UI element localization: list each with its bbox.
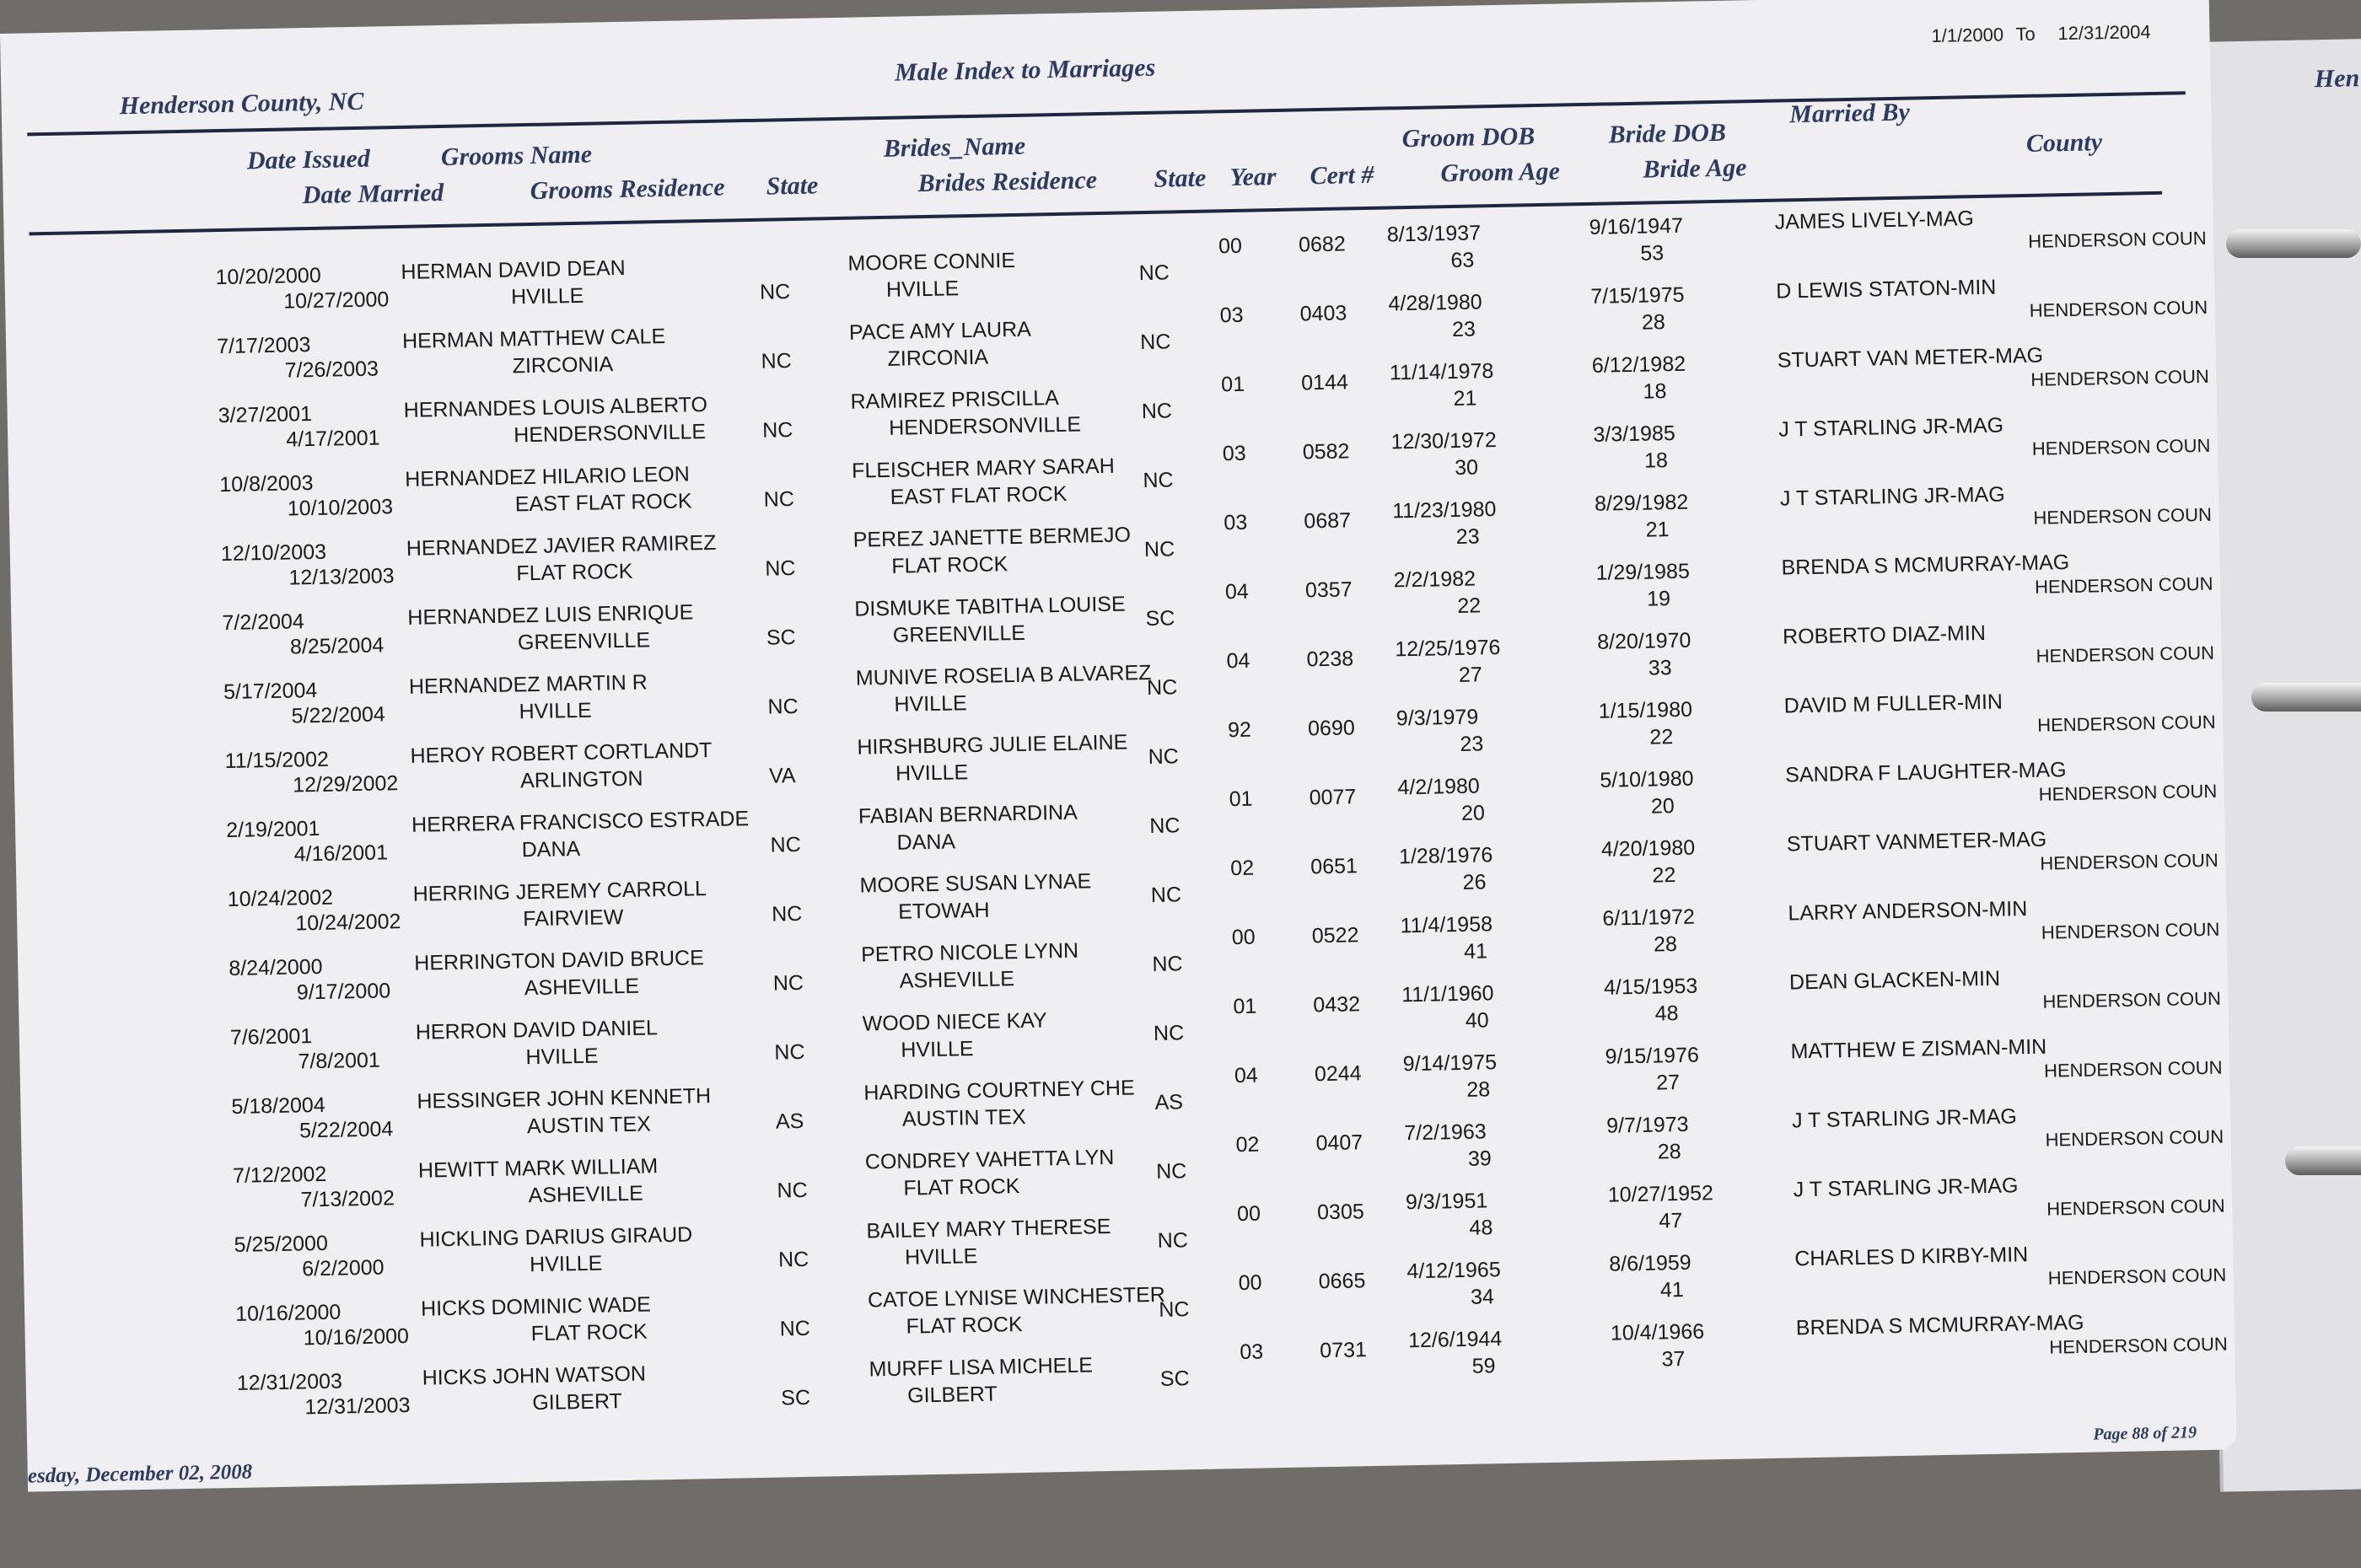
groom-age: 26 xyxy=(1462,870,1487,894)
cert-number: 0582 xyxy=(1302,439,1350,464)
officiant: LARRY ANDERSON-MIN xyxy=(1788,897,2028,926)
county: HENDERSON COUN xyxy=(2036,711,2216,736)
groom-residence: FLAT ROCK xyxy=(516,559,633,586)
groom-state: NC xyxy=(767,694,799,719)
cert-number: 0731 xyxy=(1320,1338,1368,1363)
officiant: BRENDA S MCMURRAY-MAG xyxy=(1795,1310,2084,1340)
year: 00 xyxy=(1236,1201,1261,1227)
date-married: 10/24/2002 xyxy=(295,910,401,936)
date-married: 12/13/2003 xyxy=(288,564,395,590)
date-issued: 8/24/2000 xyxy=(229,954,323,980)
date-married: 6/2/2000 xyxy=(301,1255,385,1281)
groom-dob: 12/30/1972 xyxy=(1390,428,1497,454)
groom-state: NC xyxy=(777,1247,809,1272)
bride-residence: HVILLE xyxy=(901,1037,974,1062)
groom-age: 34 xyxy=(1470,1285,1495,1309)
bride-name: MUNIVE ROSELIA B ALVAREZ xyxy=(855,660,1152,690)
date-issued: 2/19/2001 xyxy=(225,816,320,843)
bride-dob: 10/4/1966 xyxy=(1610,1319,1705,1345)
range-to: To xyxy=(2015,23,2036,46)
year: 04 xyxy=(1234,1063,1259,1088)
groom-name: HERMAN DAVID DEAN xyxy=(401,255,626,284)
groom-state: NC xyxy=(779,1316,811,1341)
bride-state: NC xyxy=(1148,744,1180,770)
officiant: SANDRA F LAUGHTER-MAG xyxy=(1785,758,2067,787)
groom-state: NC xyxy=(759,280,791,304)
groom-age: 23 xyxy=(1460,732,1484,756)
groom-dob: 12/6/1944 xyxy=(1407,1327,1503,1353)
bride-state: NC xyxy=(1153,1021,1185,1045)
bride-state: SC xyxy=(1159,1367,1190,1391)
footer-page: Page 88 of 219 xyxy=(2093,1423,2197,1444)
year: 04 xyxy=(1226,648,1250,674)
bride-state: AS xyxy=(1154,1090,1184,1114)
footer-date: esday, December 02, 2008 xyxy=(27,1460,253,1488)
bride-residence: AUSTIN TEX xyxy=(901,1104,1026,1131)
date-issued: 5/17/2004 xyxy=(223,678,318,705)
groom-dob: 4/2/1980 xyxy=(1397,774,1481,800)
groom-dob: 9/3/1951 xyxy=(1405,1189,1488,1215)
col-cert: Cert # xyxy=(1310,160,1374,191)
groom-dob: 1/28/1976 xyxy=(1398,843,1493,869)
groom-dob: 4/28/1980 xyxy=(1388,290,1482,316)
bride-age: 28 xyxy=(1657,1139,1681,1164)
groom-state: NC xyxy=(771,901,803,926)
bride-residence: ASHEVILLE xyxy=(899,967,1015,993)
groom-residence: DANA xyxy=(521,836,581,862)
bride-age: 19 xyxy=(1646,587,1671,611)
groom-age: 23 xyxy=(1451,317,1476,342)
groom-dob: 11/23/1980 xyxy=(1391,497,1497,524)
groom-name: HERRING JEREMY CARROLL xyxy=(412,877,707,906)
groom-name: HICKLING DARIUS GIRAUD xyxy=(419,1222,693,1252)
groom-state: NC xyxy=(761,349,793,373)
year: 00 xyxy=(1231,925,1256,950)
date-issued: 5/18/2004 xyxy=(231,1093,325,1119)
bride-state: NC xyxy=(1152,952,1183,976)
officiant: MATTHEW E ZISMAN-MIN xyxy=(1790,1034,2047,1064)
groom-residence: ARLINGTON xyxy=(519,766,643,793)
col-grooms-residence: Grooms Residence xyxy=(530,173,725,205)
col-year: Year xyxy=(1229,162,1277,192)
bride-state: NC xyxy=(1138,260,1170,286)
range-start: 1/1/2000 xyxy=(1931,24,2004,47)
cert-number: 0665 xyxy=(1318,1269,1366,1294)
bride-name: FABIAN BERNARDINA xyxy=(858,800,1078,829)
officiant: BRENDA S MCMURRAY-MAG xyxy=(1781,550,2070,580)
county: HENDERSON COUN xyxy=(2033,503,2213,529)
bride-dob: 4/15/1953 xyxy=(1603,974,1698,1000)
bride-name: HARDING COURTNEY CHE xyxy=(863,1076,1135,1105)
date-married: 7/26/2003 xyxy=(284,357,379,383)
year: 00 xyxy=(1238,1270,1262,1296)
year: 04 xyxy=(1224,579,1250,604)
bride-dob: 8/29/1982 xyxy=(1594,490,1689,516)
bride-name: DISMUKE TABITHA LOUISE xyxy=(854,592,1126,621)
cert-number: 0238 xyxy=(1306,647,1354,672)
date-married: 8/25/2004 xyxy=(289,633,385,659)
groom-state: SC xyxy=(780,1385,811,1410)
groom-age: 21 xyxy=(1453,386,1477,411)
cert-number: 0357 xyxy=(1304,577,1353,603)
bride-name: BAILEY MARY THERESE xyxy=(866,1214,1111,1243)
cert-number: 0077 xyxy=(1309,785,1357,810)
officiant: ROBERTO DIAZ-MIN xyxy=(1782,620,1987,649)
groom-state: NC xyxy=(761,418,793,443)
range-end: 12/31/2004 xyxy=(2057,21,2151,45)
bride-state: NC xyxy=(1159,1297,1190,1322)
groom-residence: FLAT ROCK xyxy=(530,1319,648,1346)
groom-state: AS xyxy=(775,1109,804,1134)
groom-name: HERRERA FRANCISCO ESTRADE xyxy=(411,807,750,837)
bride-residence: HENDERSONVILLE xyxy=(888,412,1082,440)
county: HENDERSON COUN xyxy=(2027,227,2207,252)
groom-name: HERNANDEZ LUIS ENRIQUE xyxy=(407,600,694,630)
bride-residence: ZIRCONIA xyxy=(887,345,989,371)
groom-residence: GILBERT xyxy=(532,1389,623,1415)
groom-state: NC xyxy=(772,970,804,996)
cert-number: 0403 xyxy=(1299,301,1347,326)
county: HENDERSON COUN xyxy=(2042,987,2222,1012)
officiant: J T STARLING JR-MAG xyxy=(1779,482,2005,511)
officiant: JAMES LIVELY-MAG xyxy=(1774,207,1975,234)
bride-age: 21 xyxy=(1645,518,1670,542)
groom-age: 48 xyxy=(1469,1216,1493,1240)
col-bride-state: State xyxy=(1154,164,1207,193)
year: 03 xyxy=(1219,303,1244,328)
officiant: D LEWIS STATON-MIN xyxy=(1775,275,1997,303)
year: 02 xyxy=(1235,1132,1260,1157)
bride-dob: 6/11/1972 xyxy=(1602,905,1696,931)
groom-residence: HVILLE xyxy=(510,283,584,309)
bride-dob: 7/15/1975 xyxy=(1590,282,1685,309)
bride-state: NC xyxy=(1155,1159,1187,1184)
county: HENDERSON COUN xyxy=(2031,434,2211,459)
county: HENDERSON COUN xyxy=(2047,1264,2227,1289)
groom-residence: AUSTIN TEX xyxy=(526,1112,652,1139)
groom-dob: 11/4/1958 xyxy=(1400,912,1493,938)
bride-name: HIRSHBURG JULIE ELAINE xyxy=(857,730,1128,760)
bride-dob: 1/29/1985 xyxy=(1595,559,1691,585)
county: HENDERSON COUN xyxy=(2040,849,2219,874)
bride-name: PEREZ JANETTE BERMEJO xyxy=(852,523,1132,552)
bride-residence: FLAT ROCK xyxy=(891,552,1008,578)
groom-state: NC xyxy=(765,556,796,581)
date-married: 7/13/2002 xyxy=(300,1186,395,1212)
groom-residence: HVILLE xyxy=(529,1251,603,1277)
date-married: 12/31/2003 xyxy=(304,1393,411,1420)
bride-age: 18 xyxy=(1643,379,1667,404)
cert-number: 0144 xyxy=(1300,370,1349,395)
officiant: J T STARLING JR-MAG xyxy=(1778,413,2004,442)
groom-age: 27 xyxy=(1458,663,1483,687)
col-married-by: Married By xyxy=(1788,98,1911,129)
bride-name: PACE AMY LAURA xyxy=(848,317,1032,345)
bride-age: 28 xyxy=(1641,310,1666,335)
groom-residence: EAST FLAT ROCK xyxy=(514,489,692,517)
year: 92 xyxy=(1227,717,1252,743)
bride-age: 27 xyxy=(1655,1070,1681,1095)
groom-name: HEWITT MARK WILLIAM xyxy=(417,1154,659,1183)
bride-name: RAMIREZ PRISCILLA xyxy=(850,385,1060,414)
cert-number: 0305 xyxy=(1316,1200,1365,1225)
officiant: J T STARLING JR-MAG xyxy=(1791,1104,2018,1133)
bride-residence: DANA xyxy=(896,830,956,855)
county: HENDERSON COUN xyxy=(2046,1195,2225,1220)
bride-age: 22 xyxy=(1649,725,1674,749)
bride-dob: 10/27/1952 xyxy=(1607,1181,1714,1207)
col-bride-age: Bride Age xyxy=(1643,153,1747,184)
bride-state: NC xyxy=(1141,399,1173,424)
year: 03 xyxy=(1224,510,1248,535)
bride-residence: GREENVILLE xyxy=(892,620,1026,647)
groom-age: 39 xyxy=(1467,1146,1492,1171)
groom-state: NC xyxy=(777,1178,808,1203)
groom-dob: 12/25/1976 xyxy=(1395,635,1501,662)
bride-residence: HVILLE xyxy=(904,1244,978,1270)
bride-age: 37 xyxy=(1661,1346,1686,1372)
bride-age: 53 xyxy=(1640,241,1665,266)
bride-state: NC xyxy=(1149,814,1180,838)
next-page-label: Hen xyxy=(2314,64,2360,94)
county: HENDERSON COUN xyxy=(2029,296,2208,321)
bride-age: 18 xyxy=(1643,448,1669,473)
col-groom-dob: Groom DOB xyxy=(1401,122,1535,153)
cert-number: 0687 xyxy=(1304,508,1352,534)
county: HENDERSON COUN xyxy=(2038,780,2218,805)
date-married: 9/17/2000 xyxy=(296,979,391,1005)
col-brides-name: Brides_Name xyxy=(883,132,1026,163)
date-issued: 10/8/2003 xyxy=(219,470,314,497)
groom-name: HERNANDES LOUIS ALBERTO xyxy=(403,392,708,422)
groom-residence: HENDERSONVILLE xyxy=(513,420,707,448)
county: HENDERSON COUN xyxy=(2043,1056,2223,1082)
bride-dob: 3/3/1985 xyxy=(1593,421,1676,447)
groom-dob: 11/14/1978 xyxy=(1389,359,1494,385)
groom-state: NC xyxy=(770,832,802,857)
groom-age: 28 xyxy=(1466,1077,1491,1102)
groom-name: HEROY ROBERT CORTLANDT xyxy=(410,738,713,768)
date-issued: 12/31/2003 xyxy=(236,1369,343,1395)
groom-dob: 7/2/1963 xyxy=(1404,1120,1487,1146)
bride-residence: HVILLE xyxy=(894,691,967,717)
bride-state: NC xyxy=(1143,468,1174,493)
bride-state: NC xyxy=(1146,675,1178,701)
bride-name: CATOE LYNISE WINCHESTER xyxy=(867,1282,1166,1313)
groom-name: HERNANDEZ MARTIN R xyxy=(408,670,648,699)
bride-dob: 8/6/1959 xyxy=(1609,1250,1691,1276)
groom-age: 20 xyxy=(1460,801,1486,825)
date-married: 4/17/2001 xyxy=(286,426,380,452)
officiant: STUART VAN METER-MAG xyxy=(1777,343,2044,373)
bride-dob: 9/7/1973 xyxy=(1605,1112,1689,1138)
year: 01 xyxy=(1233,994,1257,1019)
groom-residence: HVILLE xyxy=(525,1044,599,1070)
col-groom-state: State xyxy=(766,171,819,201)
bride-residence: ETOWAH xyxy=(897,898,990,924)
bride-state: NC xyxy=(1150,883,1182,907)
bride-age: 22 xyxy=(1652,863,1676,888)
date-married: 7/8/2001 xyxy=(298,1048,381,1074)
groom-state: VA xyxy=(768,764,796,788)
col-county: County xyxy=(2025,128,2103,158)
bride-residence: FLAT ROCK xyxy=(903,1174,1020,1200)
year: 01 xyxy=(1220,372,1245,397)
bride-residence: EAST FLAT ROCK xyxy=(890,481,1068,509)
date-married: 12/29/2002 xyxy=(292,771,399,797)
groom-dob: 11/1/1960 xyxy=(1401,981,1494,1007)
bride-state: NC xyxy=(1140,330,1171,355)
groom-age: 22 xyxy=(1457,593,1482,618)
groom-residence: ASHEVILLE xyxy=(528,1181,644,1208)
bride-state: NC xyxy=(1143,537,1175,562)
groom-residence: ZIRCONIA xyxy=(512,352,614,379)
groom-residence: HVILLE xyxy=(519,698,592,724)
county-name: Henderson County, NC xyxy=(119,87,364,121)
year: 03 xyxy=(1240,1340,1264,1365)
binder-ring-bottom xyxy=(2285,1146,2361,1175)
date-issued: 10/20/2000 xyxy=(215,263,321,290)
groom-name: HERNANDEZ JAVIER RAMIREZ xyxy=(406,530,717,561)
county: HENDERSON COUN xyxy=(2049,1333,2229,1358)
bride-residence: HVILLE xyxy=(895,760,969,786)
date-issued: 10/24/2002 xyxy=(227,885,334,912)
groom-residence: ASHEVILLE xyxy=(524,974,640,1001)
bride-age: 20 xyxy=(1650,794,1675,819)
groom-name: HESSINGER JOHN KENNETH xyxy=(417,1084,712,1114)
year: 00 xyxy=(1218,234,1243,259)
cert-number: 0244 xyxy=(1314,1061,1362,1087)
bride-state: NC xyxy=(1157,1228,1189,1253)
cert-number: 0651 xyxy=(1310,854,1358,879)
county: HENDERSON COUN xyxy=(2030,365,2209,390)
date-issued: 7/2/2004 xyxy=(222,609,305,636)
bride-name: WOOD NIECE KAY xyxy=(862,1008,1047,1036)
bride-dob: 6/12/1982 xyxy=(1591,352,1686,378)
date-married: 10/27/2000 xyxy=(282,287,390,314)
bride-dob: 1/15/1980 xyxy=(1598,697,1693,723)
date-issued: 11/15/2002 xyxy=(224,747,330,774)
county: HENDERSON COUN xyxy=(2034,572,2213,598)
date-issued: 7/6/2001 xyxy=(229,1024,313,1050)
date-issued: 7/12/2002 xyxy=(232,1162,327,1188)
date-married: 4/16/2001 xyxy=(293,840,389,867)
groom-dob: 9/3/1979 xyxy=(1396,705,1479,731)
bride-age: 28 xyxy=(1653,932,1678,957)
bride-age: 41 xyxy=(1659,1277,1685,1302)
bride-dob: 4/20/1980 xyxy=(1600,835,1696,862)
bride-dob: 5/10/1980 xyxy=(1600,766,1694,792)
bride-name: FLEISCHER MARY SARAH xyxy=(851,454,1116,483)
bride-dob: 9/16/1947 xyxy=(1589,213,1684,239)
bride-name: MOORE CONNIE xyxy=(847,248,1016,276)
col-date-issued: Date Issued xyxy=(246,144,371,175)
groom-dob: 8/13/1937 xyxy=(1386,221,1482,247)
report-title: Male Index to Marriages xyxy=(894,53,1156,87)
binder-ring-middle xyxy=(2251,683,2361,712)
bride-residence: GILBERT xyxy=(906,1382,998,1408)
officiant: CHARLES D KIRBY-MIN xyxy=(1794,1243,2029,1271)
officiant: STUART VANMETER-MAG xyxy=(1786,827,2047,856)
col-grooms-name: Grooms Name xyxy=(440,140,593,171)
groom-age: 23 xyxy=(1455,524,1480,549)
bride-state: SC xyxy=(1145,606,1175,631)
groom-state: NC xyxy=(763,487,795,512)
bride-name: CONDREY VAHETTA LYN xyxy=(864,1145,1115,1174)
groom-state: NC xyxy=(774,1039,805,1065)
bride-name: PETRO NICOLE LYNN xyxy=(860,938,1079,967)
bride-dob: 9/15/1976 xyxy=(1605,1043,1700,1069)
bride-age: 48 xyxy=(1654,1001,1679,1026)
groom-age: 40 xyxy=(1465,1008,1489,1033)
date-issued: 3/27/2001 xyxy=(218,401,313,428)
groom-name: HERRON DAVID DANIEL xyxy=(415,1016,659,1044)
col-bride-dob: Bride DOB xyxy=(1608,118,1727,149)
cert-number: 0432 xyxy=(1313,992,1361,1018)
groom-name: HICKS DOMINIC WADE xyxy=(420,1292,652,1321)
year: 01 xyxy=(1229,787,1253,812)
groom-age: 41 xyxy=(1463,939,1488,964)
date-married: 10/10/2003 xyxy=(287,495,394,521)
date-issued: 12/10/2003 xyxy=(220,540,327,567)
officiant: J T STARLING JR-MAG xyxy=(1793,1173,2019,1202)
bride-residence: HVILLE xyxy=(885,277,960,302)
bride-name: MOORE SUSAN LYNAE xyxy=(859,869,1092,898)
county: HENDERSON COUN xyxy=(2041,918,2220,943)
bride-age: 33 xyxy=(1648,656,1672,680)
bride-name: MURFF LISA MICHELE xyxy=(869,1353,1094,1382)
year: 03 xyxy=(1222,441,1246,466)
col-groom-age: Groom Age xyxy=(1440,157,1561,188)
cert-number: 0690 xyxy=(1307,716,1355,741)
groom-dob: 2/2/1982 xyxy=(1393,567,1476,593)
groom-name: HERMAN MATTHEW CALE xyxy=(401,324,666,353)
date-married: 10/16/2000 xyxy=(303,1324,410,1351)
date-married: 5/22/2004 xyxy=(298,1117,394,1143)
date-issued: 10/16/2000 xyxy=(234,1300,342,1326)
col-brides-residence: Brides Residence xyxy=(917,166,1098,198)
binder-ring-top xyxy=(2226,229,2361,258)
officiant: DAVID M FULLER-MIN xyxy=(1783,690,2003,718)
groom-residence: GREENVILLE xyxy=(517,628,651,655)
date-issued: 7/17/2003 xyxy=(216,332,311,359)
col-date-married: Date Married xyxy=(302,178,444,210)
groom-name: HERRINGTON DAVID BRUCE xyxy=(413,946,705,975)
date-married: 5/22/2004 xyxy=(291,702,386,728)
bride-age: 47 xyxy=(1659,1208,1683,1233)
groom-dob: 4/12/1965 xyxy=(1406,1258,1501,1284)
groom-name: HERNANDEZ HILARIO LEON xyxy=(404,462,691,491)
groom-residence: FAIRVIEW xyxy=(523,905,624,932)
groom-age: 63 xyxy=(1450,248,1475,273)
cert-number: 0407 xyxy=(1315,1130,1363,1156)
groom-state: SC xyxy=(766,626,796,650)
year: 02 xyxy=(1230,856,1255,881)
cert-number: 0522 xyxy=(1311,923,1359,948)
bride-dob: 8/20/1970 xyxy=(1596,628,1691,654)
cert-number: 0682 xyxy=(1298,232,1346,257)
bride-residence: FLAT ROCK xyxy=(906,1313,1023,1339)
groom-name: HICKS JOHN WATSON xyxy=(422,1361,647,1390)
groom-age: 59 xyxy=(1471,1354,1496,1378)
groom-age: 30 xyxy=(1454,455,1479,480)
groom-dob: 9/14/1975 xyxy=(1402,1050,1498,1077)
date-issued: 5/25/2000 xyxy=(234,1231,329,1257)
county: HENDERSON COUN xyxy=(2045,1125,2224,1151)
officiant: DEAN GLACKEN-MIN xyxy=(1788,966,2001,995)
county: HENDERSON COUN xyxy=(2036,642,2215,667)
